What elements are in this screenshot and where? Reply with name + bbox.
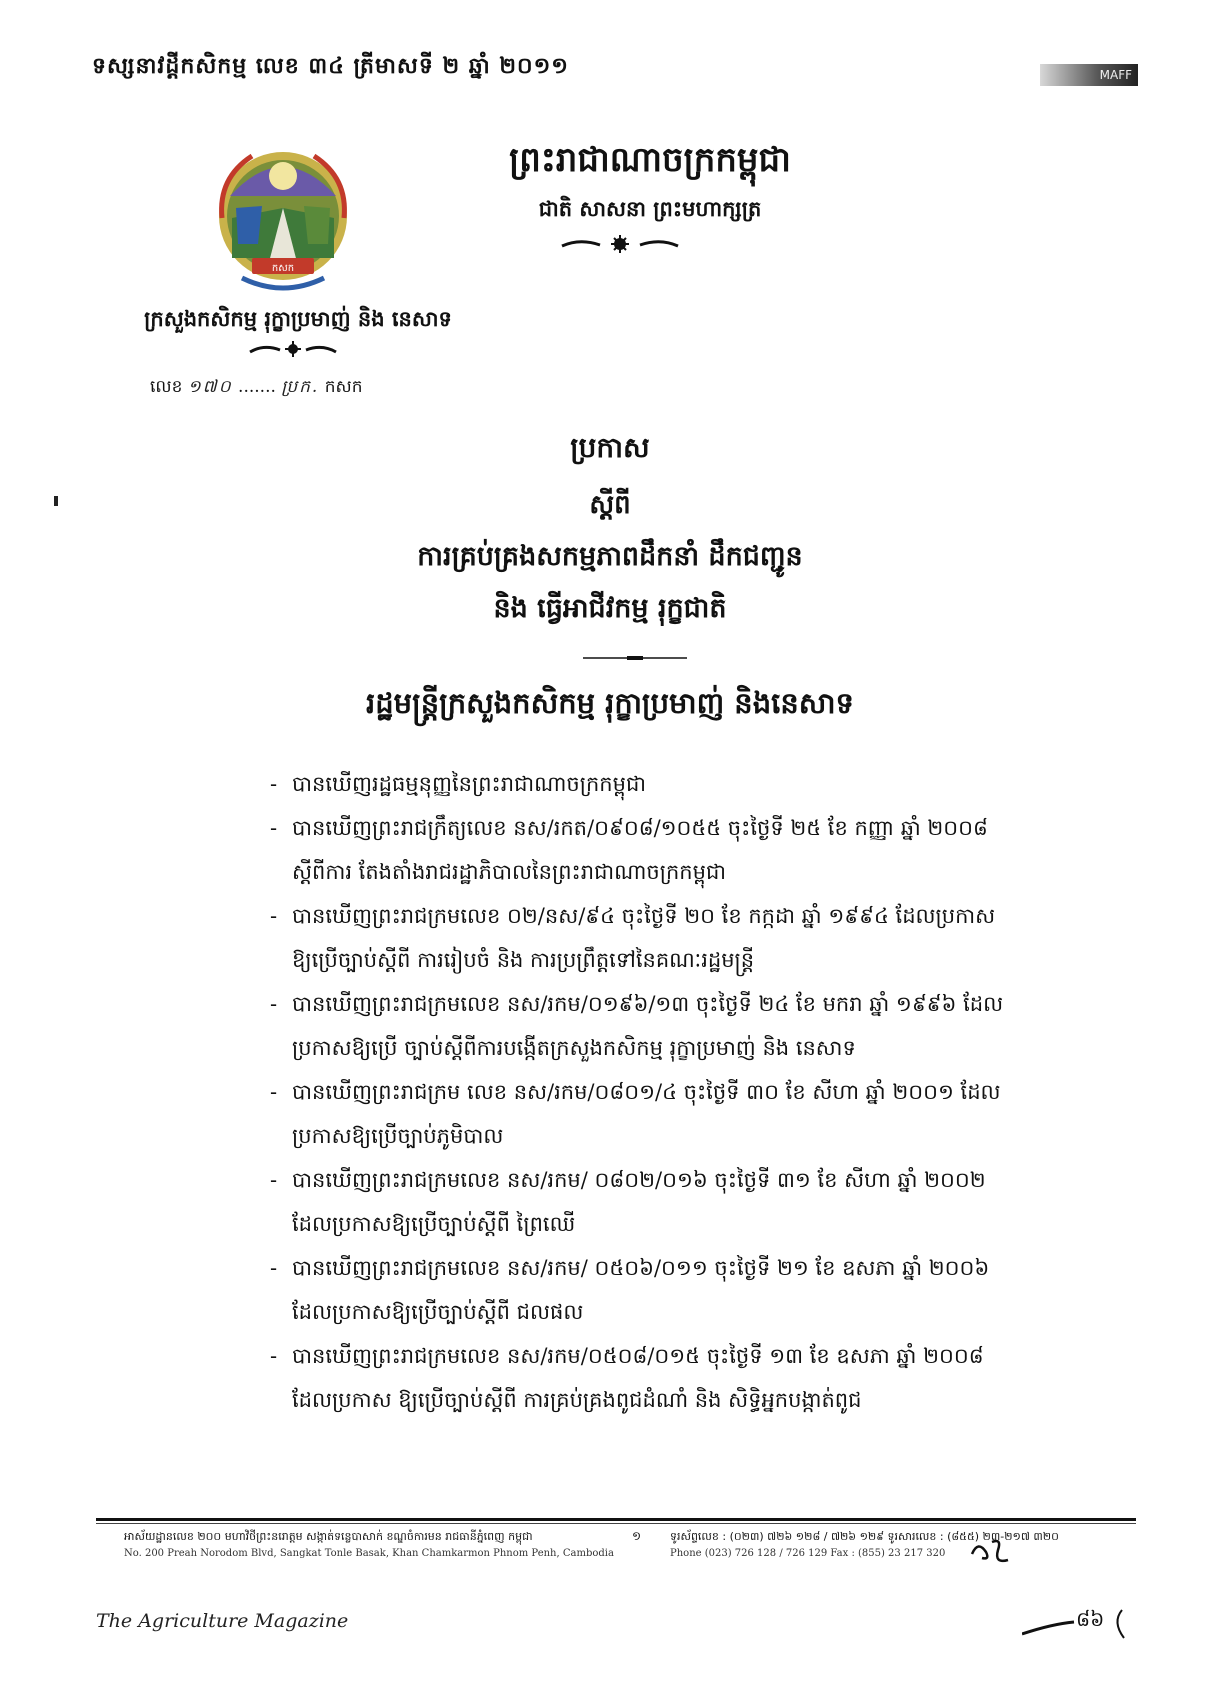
reference-item: - បានឃើញរដ្ឋធម្មនុញ្ញនៃព្រះរាជាណាចក្រកម្ពុជា	[270, 772, 646, 796]
document-number: លេខ ១៧០ ....... ប្រក. កសក	[150, 377, 363, 397]
number-prefix: លេខ	[150, 377, 183, 397]
emblem-label: កសក	[271, 263, 295, 274]
reference-item: - បានឃើញព្រះរាជក្រមលេខ នស/រកម/០១៩៦/១៣ ចុះថ្ងៃទី ២៤ ខែ មករា ឆ្នាំ ១៩៩៦ ដែល ប្រកាសឱ្យប្រើ ច្បាប់ស្តីពីការបង្កើតក្រសួងកសិកម្ម រុក្ខាប្រមាញ់ និង នេសាទ	[270, 992, 1004, 1060]
minister-title: រដ្ឋមន្ត្រីក្រសួងកសិកម្ម រុក្ខាប្រមាញ់ និងនេសាទ	[366, 686, 854, 720]
kingdom-motto: ជាតិ សាសនា ព្រះមហាក្សត្រ	[538, 196, 762, 221]
margin-mark	[54, 496, 58, 506]
reference-item: - បានឃើញព្រះរាជក្រមលេខ ០២/នស/៩៤ ចុះថ្ងៃទី ២០ ខែ កក្កដា ឆ្នាំ ១៩៩៤ ដែលប្រកាស ឱ្យប្រើច្បាប់ស្តីពី ការរៀបចំ និង ការប្រព្រឹត្តទៅនៃគណៈរដ្ឋមន្ត្រី	[270, 904, 996, 972]
title-divider-icon	[583, 654, 687, 662]
reference-item: - បានឃើញព្រះរាជក្រមលេខ នស/រកម/០៥០៨/០១៥ ចុះថ្ងៃទី ១៣ ខែ ឧសភា ឆ្នាំ ២០០៨ ដែលប្រកាស ឱ្យប្រើច្បាប់ស្តីពី ការគ្រប់គ្រងពូជដំណាំ និង សិទ្ធិអ្នកបង្កាត់ពូជ	[270, 1344, 984, 1412]
number-handwritten: ១៧០	[187, 377, 233, 397]
ministry-name: ក្រសួងកសិកម្ម រុក្ខាប្រមាញ់ និង នេសាទ	[144, 306, 452, 331]
footer-phone-english: Phone (023) 726 128 / 726 129 Fax : (855) 23 217 320	[670, 1548, 946, 1559]
number-tail: កសក	[324, 377, 363, 397]
ornament-divider-icon	[560, 234, 680, 254]
title-proclamation: ប្រកាស	[570, 431, 650, 464]
footer-rule	[96, 1518, 1136, 1521]
ornament-small-icon	[248, 340, 338, 358]
kingdom-title: ព្រះរាជាណាចក្រកម្ពុជា	[509, 140, 791, 180]
number-suffix: ប្រក.	[281, 377, 320, 397]
magazine-name: The Agriculture Magazine	[96, 1610, 349, 1632]
reference-item: - បានឃើញព្រះរាជក្រមលេខ នស/រកម/ ០៥០៦/០១១ ចុះថ្ងៃទី ២១ ខែ ឧសភា ឆ្នាំ ២០០៦ ដែលប្រកាសឱ្យប្រើច្បាប់ស្តីពី ជលផល	[270, 1256, 990, 1324]
footer-address-khmer: អាស័យដ្ឋានលេខ ២០០ មហាវិថីព្រះនរោត្តម សង្កាត់ទន្លេបាសាក់ ខណ្ឌចំការមន រាជធានីភ្នំពេញ កម្ពុជា	[124, 1530, 533, 1543]
reference-item: - បានឃើញព្រះរាជក្រឹត្យលេខ នស/រកត/០៩០៨/១០៥៥ ចុះថ្ងៃទី ២៥ ខែ កញ្ញា ឆ្នាំ ២០០៨ ស្តីពីការ តែងតាំងរាជរដ្ឋាភិបាលនៃព្រះរាជាណាចក្រកម្ពុជា	[270, 816, 988, 884]
reference-item: - បានឃើញព្រះរាជក្រមលេខ នស/រកម/ ០៨០២/០១៦ ចុះថ្ងៃទី ៣១ ខែ សីហា ឆ្នាំ ២០០២ ដែលប្រកាសឱ្យប្រើច្បាប់ស្តីពី ព្រៃឈើ	[270, 1168, 986, 1236]
running-head: ទស្សនាវដ្តីកសិកម្ម លេខ ៣៤ ត្រីមាសទី ២ ឆ្នាំ ២០១១	[92, 53, 569, 79]
initials-signature-icon	[968, 1534, 1018, 1568]
footer-phone-khmer: ទូរស័ព្ទលេខ : (០២៣) ៧២៦ ១២៨ / ៧២៦ ១២៩ ទូរសារលេខ : (៨៥៥) ២៣-២១៧ ៣២០	[670, 1530, 1059, 1543]
reference-item: - បានឃើញព្រះរាជក្រម លេខ នស/រកម/០៨០១/៤ ចុះថ្ងៃទី ៣០ ខែ សីហា ឆ្នាំ ២០០១ ដែល ប្រកាសឱ្យប្រើច្បាប់ភូមិបាល	[270, 1080, 1001, 1148]
page-number: ៨៦	[1076, 1607, 1105, 1631]
title-subject-line-2: និង ធ្វើអាជីវកម្ម រុក្ខជាតិ	[493, 593, 727, 624]
title-regarding: ស្តីពី	[589, 490, 631, 520]
footer-rule-thin	[96, 1523, 1136, 1524]
footer-page-marker: ១	[632, 1529, 642, 1543]
ministry-emblem-icon	[212, 148, 354, 298]
reference-list	[270, 762, 1070, 1422]
footer-address-english: No. 200 Preah Norodom Blvd, Sangkat Tonle Basak, Khan Chamkarmon Phnom Penh, Cambodia	[124, 1548, 614, 1559]
title-subject-line-1: ការគ្រប់គ្រងសកម្មភាពដឹកនាំ ដឹកជញ្ជូន	[417, 541, 803, 572]
section-tag: MAFF	[1040, 64, 1138, 86]
